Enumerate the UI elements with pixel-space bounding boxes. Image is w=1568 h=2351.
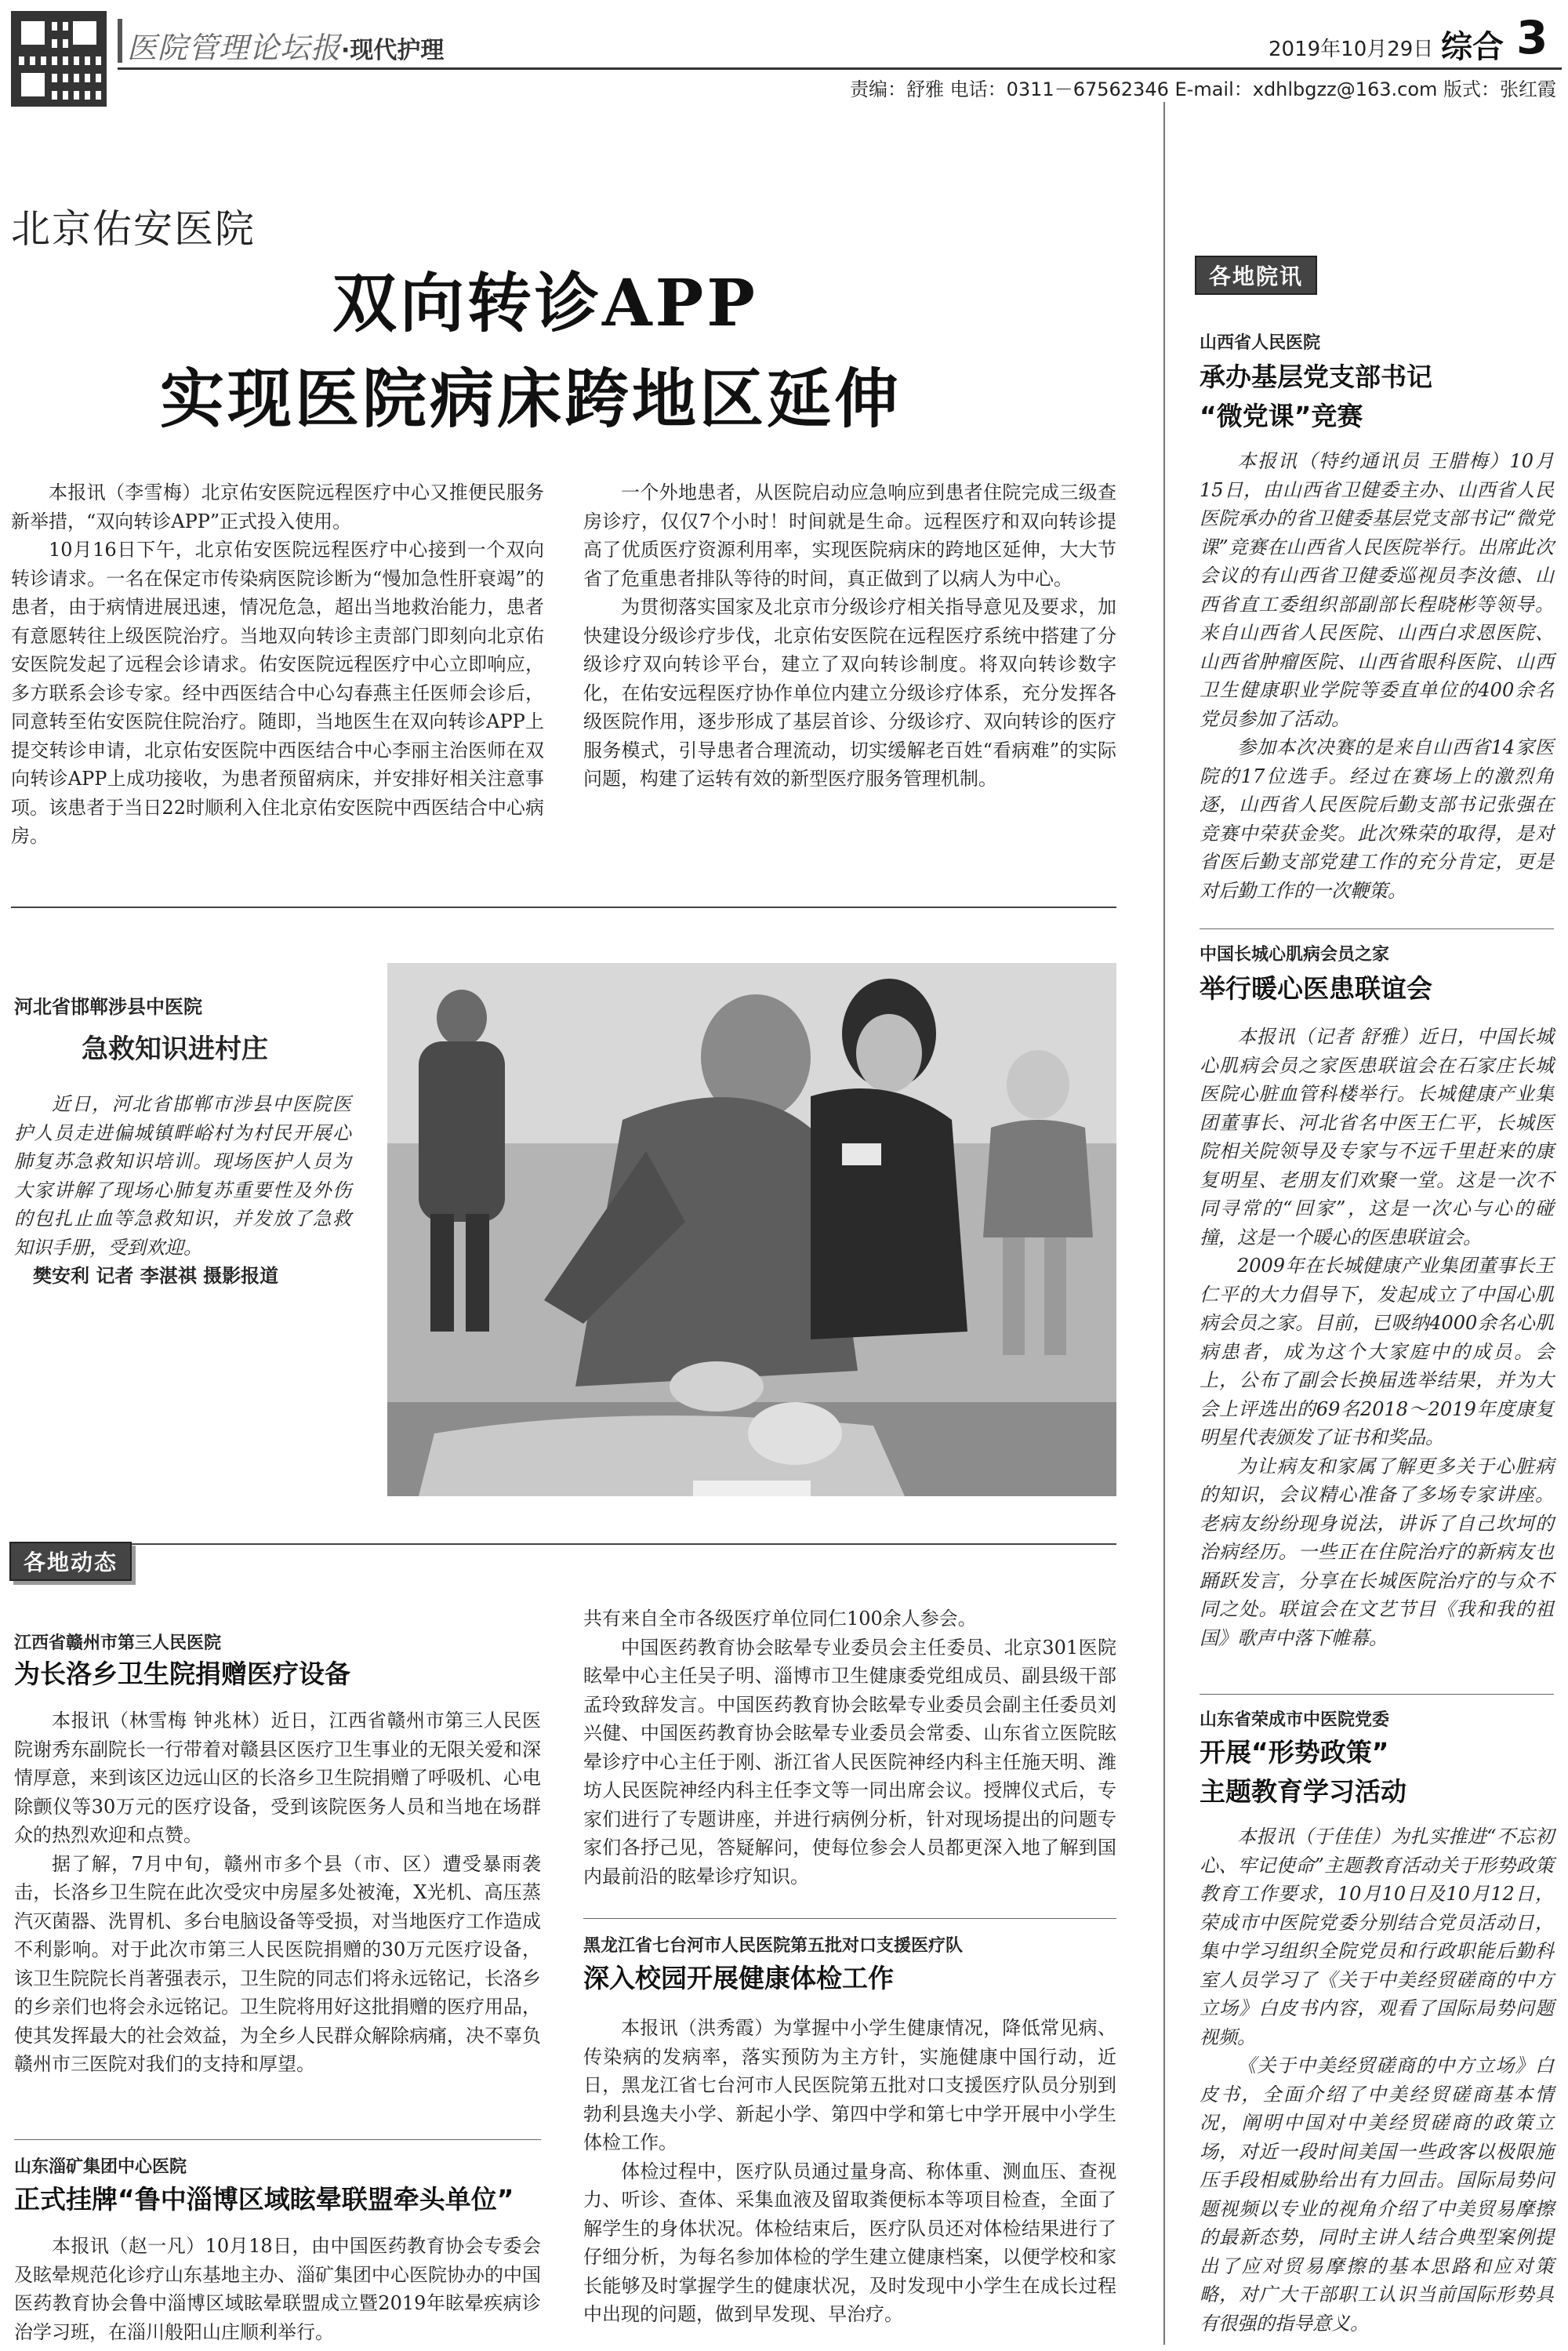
sidebar-item3-para: 本报讯（于佳佳）为扎实推进“不忘初心、牢记使命”主题教育活动关于形势政策教育工作要求，10月10日及10月12日，荣成市中医院党委分别结合党员活动日，集中学习组织全院党员和行政职能后勤科室人员学习了《关于中美经贸磋商的中方立场》白皮书内容，观看了国际局势问题视频。 [1200,1826,1554,2048]
photo-body: 近日，河北省邯郸市涉县中医院医护人员走进偏城镇畔峪村为村民开展心肺复苏急救知识培训。现场医护人员为大家讲解了现场心肺复苏重要性及外伤的包扎止血等急救知识，并发放了急救知识手册，受到欢迎。 [14,1093,351,1259]
masthead-logo [118,19,122,63]
article2-title: 正式挂牌“鲁中淄博区域眩晕联盟牵头单位” [14,2184,514,2215]
article3-para: 体检过程中，医疗队员通过量身高、称体重、测血压、查视力、听诊、查体、采集血液及留取粪便标本等项目检查，全面了解学生的身体状况。体检结束后，医疗队员还对体检结果进行了仔细分析，为每名参加体检的学生建立健康档案，以便学校和家长能够及时掌握学生的健康状况，及时发现中小学生在成长过程中出现的问题，做到早发现、早治疗。 [583,2160,1116,2325]
sidebar-divider-2 [1200,1694,1554,1695]
photo-caption [14,1090,351,1291]
sidebar-item2-kicker: 中国长城心肌病会员之家 [1200,945,1390,965]
sidebar-item1-kicker: 山西省人民医院 [1200,333,1321,353]
sidebar-item1-para: 参加本次决赛的是来自山西省14家医院的17位选手。经过在赛场上的激烈角逐，山西省人民医院后勤支部书记张强在竞赛中荣获金奖。此次殊荣的取得，是对省医后勤支部党建工作的充分肯定，更是对后勤工作的一次鞭策。 [1200,736,1554,902]
lead-title-line2: 实现医院病床跨地区延伸 [160,362,902,437]
section-label: 综合 [1441,29,1504,65]
photo-divider [11,1543,1116,1545]
sidebar-item1-body [1200,447,1554,905]
photo-kicker: 河北省邯郸涉县中医院 [14,996,202,1018]
article3-para: 本报讯（洪秀霞）为掌握中小学生健康情况，降低常见病、传染病的发病率，落实预防为主方针，实施健康中国行动，近日，黑龙江省七台河市人民医院第五批对口支援医疗队员分别到勃利县逸夫小学、新起小学、第四中学和第七中学开展中小学生体检工作。 [583,2017,1116,2153]
sidebar-item1-title-line1: 承办基层党支部书记 [1200,362,1432,392]
sidebar-item2-para: 本报讯（记者 舒雅）近日，中国长城心肌病会员之家医患联谊会在石家庄长城医院心脏血管科楼举行。长城健康产业集团董事长、河北省名中医王仁平，长城医院相关院领导及专家与不远千里赶来的康复明星、老朋友们欢聚一堂。这是一次不同寻常的“回家”，这是一次心与心的碰撞，这是一个暖心的医患联谊会。 [1200,1026,1554,1248]
photo-credit: 樊安利 记者 李湛祺 摄影报道 [33,1264,279,1287]
lead-column-2 [583,478,1116,794]
page-number: 3 [1516,11,1548,64]
lead-kicker: 北京佑安医院 [11,206,256,252]
issue-date: 2019年10月29日 [1269,38,1434,61]
article1-body [14,1706,541,2079]
article2-cont-divider [583,1918,1116,1919]
lead-para: 本报讯（李雪梅）北京佑安医院远程医疗中心又推便民服务新举措，“双向转诊APP”正式投入使用。 [11,481,544,532]
sidebar-item2-title: 举行暖心医患联谊会 [1200,973,1432,1004]
article1-kicker: 江西省赣州市第三人民医院 [14,1633,222,1653]
lead-column-1 [11,478,544,851]
lead-para: 为贯彻落实国家及北京市分级诊疗相关指导意见及要求，加快建设分级诊疗步伐，北京佑安医院在远程医疗系统中搭建了分级诊疗双向转诊平台，建立了双向转诊制度。将双向转诊数字化，在佑安远程医疗协作单位内建立分级诊疗体系，充分发挥各级医院作用，逐步形成了基层首诊、分级诊疗、双向转诊的医疗服务模式，引导患者合理流动，切实缓解老百姓“看病难”的实际问题，构建了运转有效的新型医疗服务管理机制。 [583,596,1116,790]
sidebar-item2-para: 2009年在长城健康产业集团董事长王仁平的大力倡导下，发起成立了中国心肌病会员之家。目前，已吸纳4000余名心肌病患者，成为这个大家庭中的成员。会上，公布了副会长换届选举结果，并为大会上评选出的69名2018～2019年度康复明星代表颁发了证书和奖品。 [1200,1255,1554,1448]
article3-title: 深入校园开展健康体检工作 [583,1963,894,1993]
masthead-rule [118,67,1562,70]
sidebar-item2-para: 为让病友和家属了解更多关于心脏病的知识，会议精心准备了多场专家讲座。老病友纷纷现身说法，讲诉了自己坎坷的治病经历。一些正在住院治疗的新病友也踊跃发言，分享在长城医院治疗的与众不同之处。联谊会在文艺节目《我和我的祖国》歌声中落下帷幕。 [1200,1455,1554,1649]
sidebar-item3-body [1200,1822,1554,2338]
article2-cont-para: 中国医药教育协会眩晕专业委员会主任委员、北京301医院眩晕中心主任吴子明、淄博市卫生健康委党组成员、副县级干部孟玲致辞发言。中国医药教育协会眩晕专业委员会副主任委员刘兴健、中国医药教育协会眩晕专业委员会常委、山东省立医院眩晕诊疗中心主任于刚、浙江省人民医院神经内科主任施天明、潍坊人民医院神经内科主任李文等一同出席会议。授牌仪式后，专家们进行了专题讲座，并进行病例分析，针对现场提出的问题专家们各抒己见，答疑解问，使每位参会人员都更深入地了解到国内最前沿的眩晕诊疗知识。 [583,1636,1116,1888]
lead-para: 10月16日下午，北京佑安医院远程医疗中心接到一个双向转诊请求。一名在保定市传染病医院诊断为“慢加急性肝衰竭”的患者，由于病情进展迅速，情况危急，超出当地救治能力，患者有意愿转往上级医院治疗。当地双向转诊主责部门即刻向北京佑安医院发起了远程会诊请求。佑安医院远程医疗中心立即响应，多方联系会诊专家。经中西医结合中心勾春燕主任医师会诊后，同意转至佑安医院住院治疗。随即，当地医生在双向转诊APP上提交转诊申请，北京佑安医院中西医结合中心李丽主治医师在双向转诊APP上成功接收，为患者预留病床，并安排好相关注意事项。该患者于当日22时顺利入住北京佑安医院中西医结合中心病房。 [11,539,544,847]
editor-line: 责编：舒雅 电话：0311－67562346 E-mail：xdhlbgzz@163.com 版式：张红霞 [850,78,1557,100]
sidebar-item1-title-line2: “微党课”竞赛 [1200,401,1363,431]
sidebar-rule [1163,102,1165,2345]
sidebar-item3-kicker: 山东省荣成市中医院党委 [1200,1710,1390,1730]
section-tag-hospital-news: 各地院讯 [1195,256,1317,295]
article1-para: 本报讯（林雪梅 钟兆林）近日，江西省赣州市第三人民医院谢秀东副院长一行带着对赣县区医疗卫生事业的无限关爱和深情厚意，来到该区边远山区的长洛乡卫生院捐赠了呼吸机、心电除颤仪等30万元的医疗设备，受到该院医务人员和当地在场群众的热烈欢迎和点赞。 [14,1710,541,1846]
article2-continued [583,1604,1116,1891]
sidebar-item3-title-line1: 开展“形势政策” [1200,1737,1389,1768]
section-name: ·现代护理 [341,37,445,64]
sidebar-item3-title-line2: 主题教育学习活动 [1200,1776,1406,1807]
sidebar-item3-para: 《关于中美经贸磋商的中方立场》白皮书，全面介绍了中美经贸磋商基本情况，阐明中国对中美经贸磋商的政策立场，对近一段时间美国一些政客以极限施压手段相威胁给出有力回击。国际局势问题视频以专业的视角介绍了中美贸易摩擦的最新态势，同时主讲人结合典型案例提出了应对贸易摩擦的基本思路和应对策略，对广大干部职工认识当前国际形势具有很强的指导意义。 [1200,2055,1554,2335]
lead-title-line1: 双向转诊APP [332,266,758,341]
photo-scene [387,963,1116,1496]
photo-title: 急救知识进村庄 [82,1034,268,1065]
cpr-training-photo [387,963,1116,1496]
lead-para: 一个外地患者，从医院启动应急响应到患者住院完成三级查房诊疗，仅仅7个小时！时间就是生命。远程医疗和双向转诊提高了优质医疗资源利用率，实现医院病床的跨地区延伸，大大节省了危重患者排队等待的时间，真正做到了以病人为中心。 [583,481,1116,590]
article3-body [583,2014,1116,2329]
article1-para: 据了解，7月中旬，赣州市多个县（市、区）遭受暴雨袭击，长洛乡卫生院在此次受灾中房屋多处被淹，X光机、高压蒸汽灭菌器、洗胃机、多台电脑设备等受损，对当地医疗工作造成不利影响。对于此次市第三人民医院捐赠的30万元医疗设备，该卫生院院长肖著强表示，卫生院的同志们将永远铭记，长洛乡的乡亲们也将会永远铭记。卫生院将用好这批捐赠的医疗用品，使其发挥最大的社会效益，为全乡人民群众解除病痛，决不辜负赣州市三医院对我们的支持和厚望。 [14,1852,541,2075]
lead-divider [11,907,1116,908]
article2-kicker: 山东淄矿集团中心医院 [14,2157,187,2177]
sidebar-item1-para: 本报讯（特约通讯员 王腊梅）10月15日，由山西省卫健委主办、山西省人民医院承办的省卫健委基层党支部书记“微党课”竞赛在山西省人民医院举行。出席此次会议的有山西省卫健委巡视员李汝德、山西省直工委组织部副部长程晓彬等领导。来自山西省人民医院、山西白求恩医院、山西省肿瘤医院、山西省眼科医院、山西卫生健康职业学院等委直单位的400余名党员参加了活动。 [1200,450,1554,730]
sidebar-item2-body [1200,1023,1554,1652]
article1-divider [14,2139,541,2140]
article2-para: 本报讯（赵一凡）10月18日，由中国医药教育协会专委会及眩晕规范化诊疗山东基地主办、淄矿集团中心医院协办的中国医药教育协会鲁中淄博区域眩晕联盟成立暨2019年眩晕疾病诊治学习班，在淄川般阳山庄顺利举行。 [14,2235,541,2343]
article2-cont-para: 共有来自全市各级医疗单位同仁100余人参会。 [583,1608,977,1630]
article1-title: 为长洛乡卫生院捐赠医疗设备 [14,1659,350,1689]
article2-body [14,2232,541,2346]
sidebar-divider-1 [1200,928,1554,929]
paper-name: 医院管理论坛报 [127,31,342,65]
article3-kicker: 黑龙江省七台河市人民医院第五批对口支援医疗队 [583,1936,964,1956]
section-tag-local-news: 各地动态 [9,1542,132,1581]
qr-code [11,11,107,107]
